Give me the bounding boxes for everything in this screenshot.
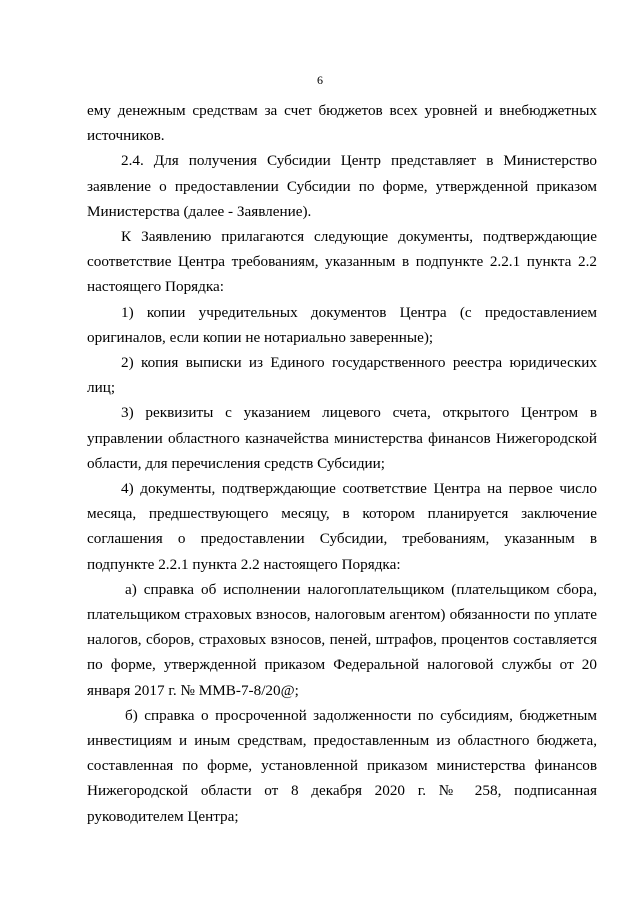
list-item-1: 1) копии учредительных документов Центра (с предоставлением оригиналов, если копии не нотариально заверенные); (87, 303, 597, 346)
paragraph-attachments-intro: К Заявлению прилагаются следующие документы, подтверждающие соответствие Центра требованиям, указанным в подпункте 2.2.1 пункта 2.2 настоящего Порядка: (87, 228, 597, 296)
document-body (87, 98, 597, 829)
sub-item-b: б) справка о просроченной задолженности по субсидиям, бюджетным инвестициям и иным средствам, предоставленным из областного бюджета, составленная по форме, установленной приказом министерства финансов Нижегородской области от 8 декабря 2020 г. № 258, подписанная руководителем Центра; (87, 706, 597, 825)
list-item-4: 4) документы, подтверждающие соответствие Центра на первое число месяца, предшествующего месяцу, в котором планируется заключение соглашения о предоставлении Субсидии, требованиям, указанным в подпункте 2.2.1 пункта 2.2 настоящего Порядка: (87, 480, 597, 573)
sub-item-a: а) справка об исполнении налогоплательщиком (плательщиком сбора, плательщиком страховых взносов, налоговым агентом) обязанности по уплате налогов, сборов, страховых взносов, пеней, штрафов, процентов составляется по форме, утвержденной приказом Федеральной налоговой службы от 20 января 2017 г. № ММВ-7-8/20@; (87, 580, 597, 699)
paragraph-continuation: ему денежным средствам за счет бюджетов всех уровней и внебюджетных источников. (87, 102, 597, 145)
paragraph-2-4: 2.4. Для получения Субсидии Центр представляет в Министерство заявление о предоставлении Субсидии по форме, утвержденной приказом Министерства (далее - Заявление). (87, 152, 597, 220)
list-item-2: 2) копия выписки из Единого государственного реестра юридических лиц; (87, 354, 597, 397)
page-number: 6 (317, 73, 323, 87)
list-item-3: 3) реквизиты с указанием лицевого счета, открытого Центром в управлении областного казначейства министерства финансов Нижегородской области, для перечисления средств Субсидии; (87, 404, 597, 472)
